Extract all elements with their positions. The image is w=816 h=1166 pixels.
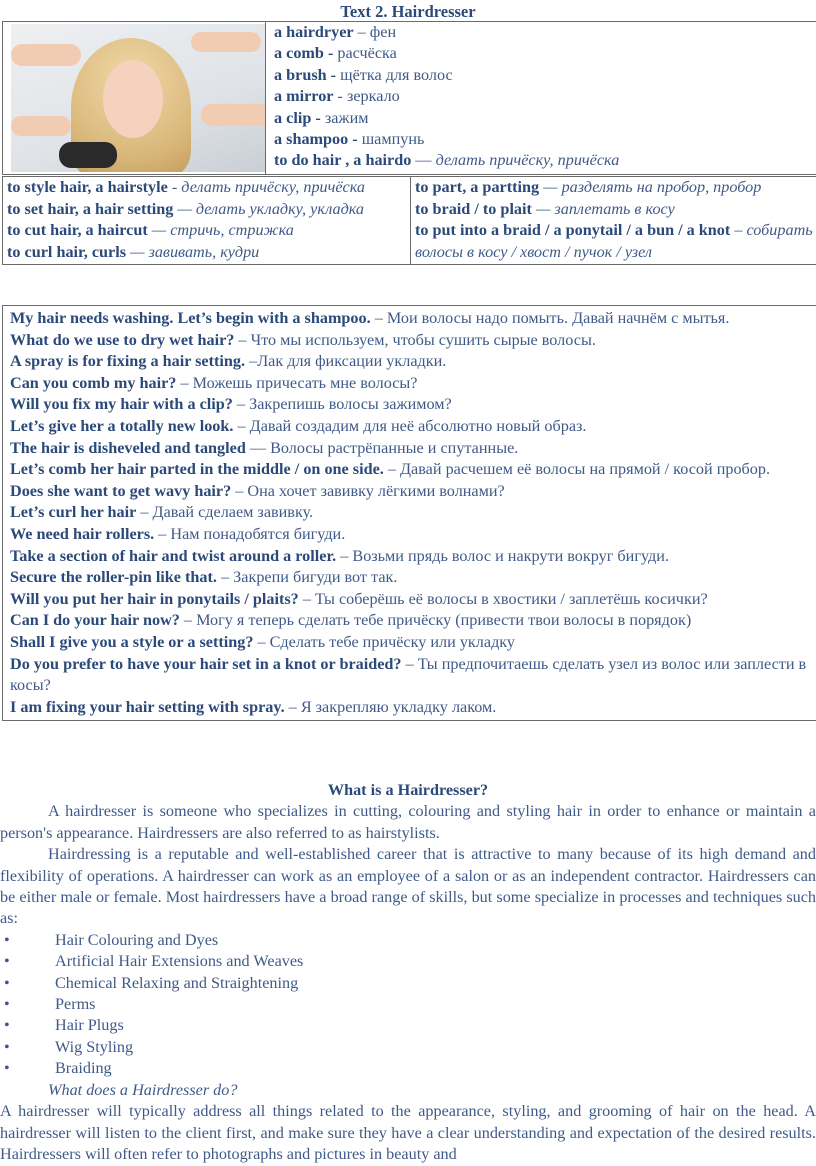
hairdresser-photo <box>11 24 266 172</box>
vocab-item <box>7 220 406 242</box>
list-item <box>0 951 816 972</box>
list-item <box>0 1037 816 1058</box>
phrase-item <box>10 438 811 460</box>
list-item <box>0 1015 816 1036</box>
vocab-translation: — разделять на пробор, пробор <box>539 178 762 196</box>
vocab-translation: делать причёску, причёска <box>435 151 620 170</box>
vocab-item <box>7 242 406 264</box>
vocab-table-top <box>2 21 816 175</box>
phrase-english: Can I do your hair now? <box>10 611 180 630</box>
phrase-item <box>10 502 811 524</box>
phrase-russian: – Возьми прядь волос и накрути вокруг бигуди. <box>336 546 669 565</box>
phrase-item <box>10 567 811 589</box>
list-item-label: Perms <box>55 995 96 1014</box>
phrase-item <box>10 524 811 546</box>
phrase-english: We need hair rollers. <box>10 524 155 543</box>
list-item-label: Artificial Hair Extensions and Weaves <box>55 952 304 971</box>
vocab-item: to do hair , a hairdo — делать причёску, причёска <box>274 151 620 170</box>
vocab-item <box>7 177 406 199</box>
vocab-translation: фен <box>369 23 397 41</box>
phrase-russian: – Давай сделаем завивку. <box>136 503 314 522</box>
vocab-translation: — завивать, кудри <box>126 243 260 262</box>
list-item-label: Hair Colouring and Dyes <box>55 930 219 949</box>
list-item-label: Braiding <box>55 1059 112 1078</box>
phrase-english: Let’s comb her hair parted in the middle / on one side. <box>10 460 384 479</box>
phrase-russian: – Давай расчешем её волосы на прямой / косой пробор. <box>383 460 771 479</box>
phrase-russian: – Нам понадобятся бигуди. <box>154 524 346 543</box>
phrase-english: What do we use to dry wet hair? <box>10 330 235 349</box>
vocab-term: to braid / to plait <box>415 199 532 218</box>
photo-cell <box>3 22 266 175</box>
phrase-item <box>10 373 811 395</box>
phrase-item <box>10 610 811 632</box>
phrase-russian: – Могу я теперь сделать тебе причёску (привести твои волосы в порядок) <box>179 611 692 630</box>
vocab-translation: расчёска <box>337 44 397 63</box>
vocab-item <box>415 177 813 199</box>
bullet-icon: • <box>4 1059 10 1078</box>
vocab-term: a hairdryer <box>274 23 354 41</box>
vocab-item <box>274 65 813 86</box>
phrase-item <box>10 697 811 719</box>
phrase-english: Let’s curl her hair <box>10 503 137 522</box>
vocab-term: a comb - <box>274 44 334 63</box>
list-item-label: Wig Styling <box>55 1037 134 1056</box>
vocab-translation: — стричь, стрижка <box>147 221 294 240</box>
list-item <box>0 973 816 994</box>
phrases-table <box>2 305 816 721</box>
phrase-english: The hair is disheveled and tangled <box>10 438 246 457</box>
vocab-item <box>415 199 813 221</box>
vocab-list-top <box>266 22 816 175</box>
phrase-english: A spray is for fixing a hair setting. <box>10 352 246 371</box>
phrase-russian: – Мои волосы надо помыть. Давай начнём с мытья. <box>370 309 730 327</box>
vocab-term: a mirror <box>274 87 334 106</box>
bullet-icon: • <box>4 952 10 971</box>
phrase-russian: — Волосы растрёпанные и спутанные. <box>245 438 519 457</box>
list-item <box>0 994 816 1015</box>
vocab-item <box>415 220 813 263</box>
phrases-list <box>3 306 816 721</box>
list-item <box>0 1058 816 1079</box>
article-paragraph-3: A hairdresser will typically address all things related to the appearance, styling, and grooming of hair on the head. A hairdresser will listen to the client first, and make sure they have a clear understanding and expectation of the desired results. Hairdressers will often refer to photographs and pictures in beauty and <box>0 1102 816 1163</box>
phrase-english: I am fixing your hair setting with spray. <box>10 697 285 716</box>
article-paragraph-1: A hairdresser is someone who specializes in cutting, colouring and styling hair in order to enhance or maintain a person's appearance. Hairdressers are also referred to as hairstylists. <box>0 802 816 842</box>
bullet-icon: • <box>4 930 10 949</box>
phrase-english: Let’s give her a totally new look. <box>10 416 234 435</box>
article-subheading: What does a Hairdresser do? <box>48 1080 238 1099</box>
phrase-english: Does she want to get wavy hair? <box>10 481 232 500</box>
phrase-russian: –Лак для фиксации укладки. <box>245 352 447 371</box>
vocab-term: to put into a braid / a ponytail / a bun / a knot <box>415 221 731 240</box>
phrase-english: Can you comb my hair? <box>10 373 177 392</box>
vocab-translation: – собирать волосы в косу / хвост / пучок / узел <box>415 221 813 262</box>
phrase-russian: – Ты соберёшь её волосы в хвостики / заплетёшь косички? <box>298 589 708 608</box>
vocab-translation: — заплетать в косу <box>531 199 675 218</box>
phrase-russian: – Ты предпочитаешь сделать узел из волос или заплести в косы? <box>10 654 807 695</box>
phrase-item <box>10 330 811 352</box>
vocab-translation: — делать укладку, укладка <box>173 199 365 218</box>
phrase-english: My hair needs washing. Let’s begin with a shampoo. <box>10 309 371 327</box>
phrase-item <box>10 632 811 654</box>
vocab-term: to set hair, a hair setting <box>7 199 174 218</box>
article <box>0 780 816 1165</box>
vocab-term: to style hair, a hairstyle <box>7 178 168 196</box>
vocab-term: a clip - <box>274 108 321 127</box>
vocab-term: to curl hair, curls <box>7 243 127 262</box>
vocab-item <box>274 129 813 150</box>
bullet-icon: • <box>4 1016 10 1035</box>
vocab-term: to cut hair, a haircut <box>7 221 148 240</box>
phrase-russian: – Я закрепляю укладку лаком. <box>284 697 497 716</box>
phrase-russian: – Что мы используем, чтобы сушить сырые волосы. <box>234 330 596 349</box>
vocab-term: to part, a partting <box>415 178 540 196</box>
article-heading: What is a Hairdresser? <box>327 781 489 799</box>
phrase-russian: – Давай создадим для неё абсолютно новый образ. <box>233 416 587 435</box>
phrase-item <box>10 481 811 503</box>
phrase-english: Take a section of hair and twist around a roller. <box>10 546 337 565</box>
vocab-list-right <box>411 177 816 265</box>
list-item <box>0 930 816 951</box>
phrase-item <box>10 351 811 373</box>
vocab-item: a hairdryer – фен <box>274 23 397 41</box>
vocab-translation: шампунь <box>361 130 425 149</box>
phrase-item <box>10 589 811 611</box>
vocab-translation: щётка для волос <box>340 65 453 84</box>
bullet-icon: • <box>4 1037 10 1056</box>
phrase-item <box>10 459 811 481</box>
vocab-item <box>7 199 406 221</box>
phrase-english: Will you fix my hair with a clip? <box>10 395 233 414</box>
phrase-item <box>10 308 811 330</box>
phrase-russian: – Сделать тебе причёску или укладку <box>253 632 516 651</box>
phrase-russian: – Она хочет завивку лёгкими волнами? <box>231 481 505 500</box>
vocab-term: a brush - <box>274 65 337 84</box>
vocab-item <box>274 108 813 129</box>
vocab-term: a shampoo - <box>274 130 358 149</box>
phrase-english: Shall I give you a style or a setting? <box>10 632 254 651</box>
phrase-english: Secure the roller-pin like that. <box>10 568 217 587</box>
skills-list <box>0 930 816 1080</box>
phrase-item <box>10 654 811 697</box>
phrase-english: Do you prefer to have your hair set in a knot or braided? <box>10 654 402 673</box>
phrase-english: Will you put her hair in ponytails / plaits? <box>10 589 299 608</box>
vocab-translation: зажим <box>324 108 369 127</box>
list-item-label: Chemical Relaxing and Straightening <box>55 973 299 992</box>
bullet-icon: • <box>4 973 10 992</box>
vocab-translation: - делать причёску, причёска <box>167 178 365 196</box>
bullet-icon: • <box>4 995 10 1014</box>
phrase-item <box>10 546 811 568</box>
article-paragraph-2: Hairdressing is a reputable and well-established career that is attractive to many because of its high demand and flexibility of operations. A hairdresser can work as an employee of a salon or as an independent contractor. Hairdressers can be either male or female. Most hairdressers have a broad range of skills, but some specialize in processes and techniques such as: <box>0 845 816 928</box>
vocab-list-left <box>3 177 411 265</box>
phrase-item <box>10 416 811 438</box>
phrase-russian: – Закрепи бигуди вот так. <box>216 568 398 587</box>
phrase-russian: – Закрепишь волосы зажимом? <box>232 395 452 414</box>
vocab-term: to do hair , a hairdo <box>274 151 412 170</box>
phrase-item <box>10 394 811 416</box>
phrase-russian: – Можешь причесать мне волосы? <box>176 373 418 392</box>
vocab-item: a mirror - зеркало <box>274 87 400 106</box>
vocab-table-middle <box>2 176 816 265</box>
page-title: Text 2. Hairdresser <box>340 2 476 21</box>
vocab-item <box>274 43 813 64</box>
list-item-label: Hair Plugs <box>55 1016 124 1035</box>
vocab-translation: зеркало <box>346 87 400 106</box>
